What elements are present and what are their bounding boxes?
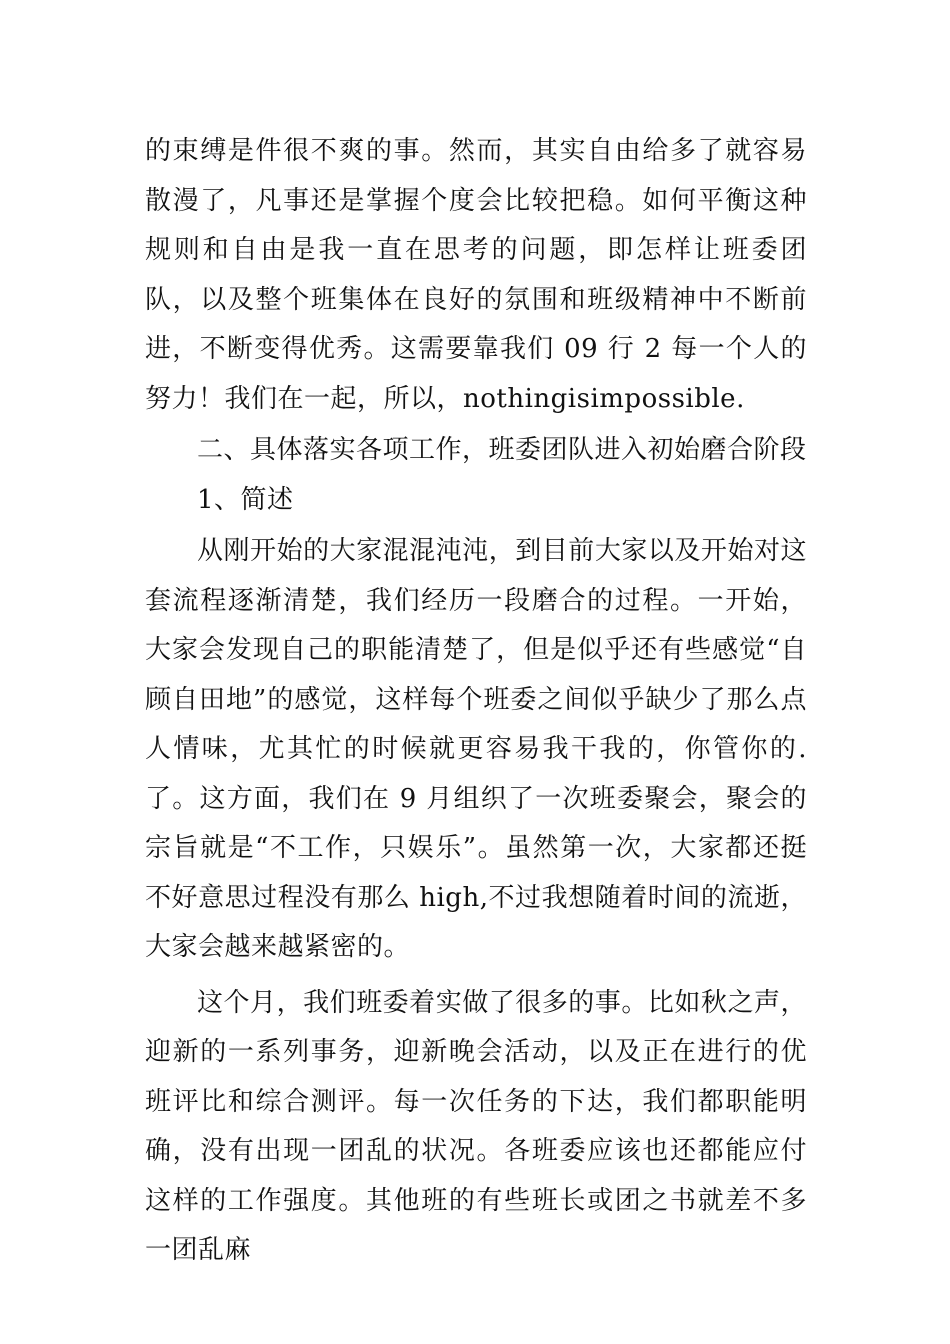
section-heading: 二、具体落实各项工作，班委团队进入初始磨合阶段 [197,435,807,465]
subsection-heading: 1、简述 [197,484,294,515]
paragraph-monthly-work: 这个月，我们班委着实做了很多的事。比如秋之声，迎新的一系列事务，迎新晚会活动，以及正在进行的优班评比和综合测评。每一次任务的下达，我们都职能明确，没有出现一团乱的状况。各班委应该也还都能应付这样的工作强度。其他班的有些班长或团之书就差不多一团乱麻 [145,987,807,1265]
paragraph-summary: 从刚开始的大家混混沌沌，到目前大家以及开始对这套流程逐渐清楚，我们经历一段磨合的过程。一开始，大家会发现自己的职能清楚了，但是似乎还有些感觉“自顾自田地”的感觉，这样每个班委之间似乎缺少了那么点人情味，尤其忙的时候就更容易我干我的，你管你的.了。这方面，我们在 9 月组织了一次班委聚会，聚会的宗旨就是“不工作，只娱乐”。虽然第一次，大家都还挺不好意思过程没有那么 high,不过我想随着时间的流逝，大家会越来越紧密的。 [145,536,807,962]
paragraph-continuation: 的束缚是件很不爽的事。然而，其实自由给多了就容易散漫了，凡事还是掌握个度会比较把稳。如何平衡这种规则和自由是我一直在思考的问题，即怎样让班委团队，以及整个班集体在良好的氛围和班级精神中不断前进，不断变得优秀。这需要靠我们 09 行 2 每一个人的努力！我们在一起，所以，nothingisimpossible. [145,136,807,414]
document-body [145,127,807,1276]
